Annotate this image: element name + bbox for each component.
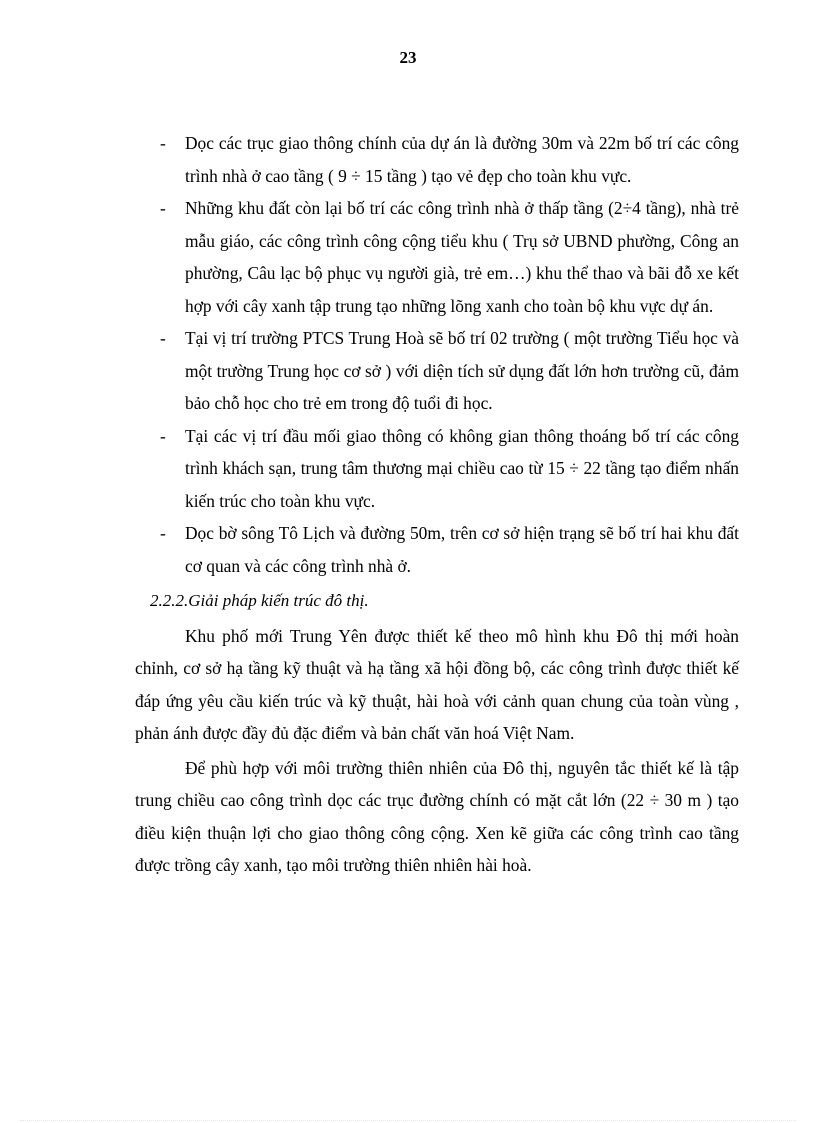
bullet-dash: - [160,133,166,153]
bullet-dash: - [160,198,166,218]
bullet-item [135,517,739,582]
document-body [135,127,739,882]
body-paragraph: Để phù hợp với môi trường thiên nhiên của Đô thị, nguyên tắc thiết kế là tập trung chiều cao công trình dọc các trục đường chính có mặt cắt lớn (22 ÷ 30 m ) tạo điều kiện thuận lợi cho giao thông công cộng. Xen kẽ giữa các công trình cao tầng được trồng cây xanh, tạo môi trường thiên nhiên hài hoà. [135,757,739,875]
bullet-dash: - [160,425,166,446]
page-bottom-divider [20,1120,796,1121]
bullet-item [135,420,739,518]
bullet-item [135,322,739,420]
bullet-text: Dọc các trục giao thông chính của dự án là đường 30m và 22m bố trí các công trình nhà ở cao tầng ( 9 ÷ 15 tầng ) tạo vẻ đẹp cho toàn khu vực. [185,133,739,186]
body-paragraph: Khu phố mới Trung Yên được thiết kế theo mô hình khu Đô thị mới hoàn chỉnh, cơ sở hạ tầng kỹ thuật và hạ tầng xã hội đồng bộ, các công trình được thiết kế đáp ứng yêu cầu kiến trúc và kỹ thuật, hài hoà với cảnh quan chung của toàn vùng , phản ánh được đầy đủ đặc điểm và bản chất văn hoá Việt Nam. [135,625,739,743]
bullet-text: Những khu đất còn lại bố trí các công trình nhà ở thấp tầng (2÷4 tầng), nhà trẻ mẫu giáo, các công trình công cộng tiểu khu ( Trụ sở UBND phường, Công an phường, Câu lạc bộ phục vụ người già, trẻ em…) khu thể thao và bãi đỗ xe kết hợp với cây xanh tập trung tạo những lõng xanh cho toàn bộ khu vực dự án. [185,198,739,316]
page-number: 23 [399,48,417,67]
bullet-item [135,192,739,322]
bullet-text: Dọc bờ sông Tô Lịch và đường 50m, trên cơ sở hiện trạng sẽ bố trí hai khu đất cơ quan và các công trình nhà ở. [185,523,739,576]
bullet-text: Tại các vị trí đầu mối giao thông có không gian thông thoáng bố trí các công trình khách sạn, trung tâm thương mại chiều cao từ 15 ÷ 22 tầng tạo điểm nhấn kiến trúc cho toàn khu vực. [185,425,739,511]
bullet-dash: - [160,328,166,348]
bullet-text: Tại vị trí trường PTCS Trung Hoà sẽ bố trí 02 trường ( một trường Tiểu học và một trường Trung học cơ sở ) với diện tích sử dụng đất lớn hơn trường cũ, đảm bảo chỗ học cho trẻ em trong độ tuổi đi học. [185,328,739,413]
bullet-dash: - [160,523,166,543]
section-heading: 2.2.2.Giải pháp kiến trúc đô thị. [150,591,369,610]
bullet-item [135,127,739,192]
